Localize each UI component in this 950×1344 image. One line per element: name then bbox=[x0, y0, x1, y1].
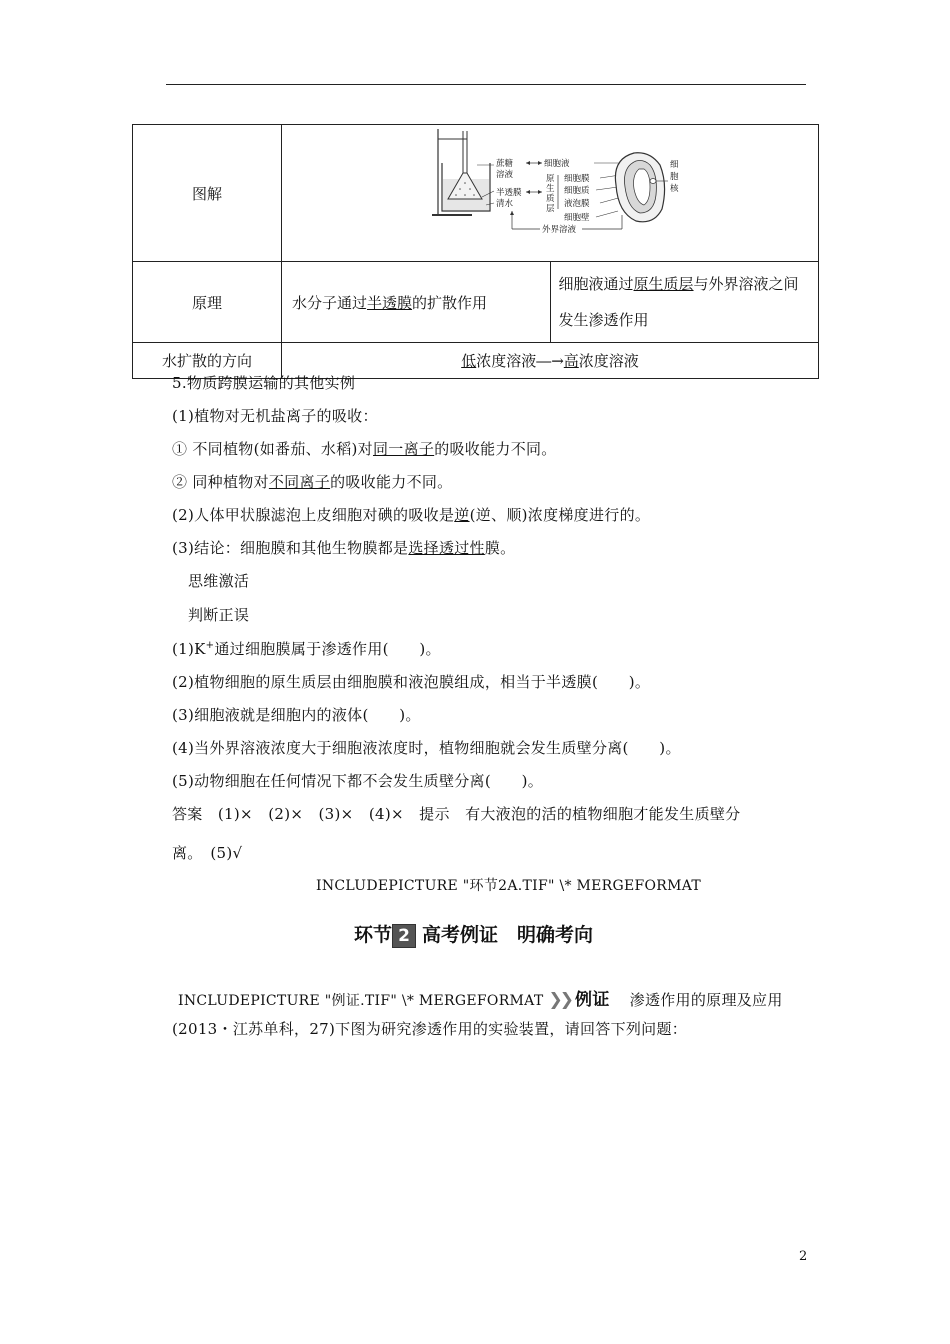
header-rule bbox=[166, 84, 806, 85]
label-protoplast-2: 生 bbox=[546, 184, 555, 194]
section-number-badge: 2 bbox=[392, 924, 416, 948]
table-row-principle bbox=[133, 262, 819, 343]
label-nucleus-3: 核 bbox=[670, 184, 679, 194]
section-5-title: 5.物质跨膜运输的其他实例 bbox=[172, 374, 356, 392]
label-cytoplasm: 细胞质 bbox=[564, 186, 590, 196]
comparison-table bbox=[132, 124, 819, 379]
item-1-point-1 bbox=[172, 438, 557, 459]
point-1-post: 的吸收能力不同。 bbox=[434, 440, 557, 458]
judge-heading: 判断正误 bbox=[188, 606, 250, 624]
example-line bbox=[178, 985, 783, 1010]
item-3-pre: (3)结论：细胞膜和其他生物膜都是 bbox=[172, 539, 409, 557]
question-1-pre: (1)K bbox=[172, 640, 206, 658]
label-protoplast-1: 原 bbox=[546, 174, 555, 184]
question-4: (4)当外界溶液浓度大于细胞液浓度时，植物细胞就会发生质壁分离( )。 bbox=[172, 739, 681, 757]
diagram-cell bbox=[282, 125, 819, 262]
label-nucleus-2: 胞 bbox=[670, 172, 679, 182]
question-2: (2)植物细胞的原生质层由细胞膜和液泡膜组成，相当于半透膜( )。 bbox=[172, 673, 651, 691]
point-1-underlined: 同一离子 bbox=[372, 440, 435, 458]
principle-left-underlined: 半透膜 bbox=[367, 293, 413, 312]
section-heading-pre: 环节 bbox=[354, 924, 393, 946]
item-1-heading: (1)植物对无机盐离子的吸收： bbox=[172, 407, 378, 425]
table-row-diagram bbox=[133, 125, 819, 262]
label-vacuole-membrane: 液泡膜 bbox=[564, 199, 590, 209]
answer-line-1: 答案 (1)× (2)× (3)× (4)× 提示 有大液泡的活的植物细胞才能发生质壁分 bbox=[172, 805, 741, 823]
direction-post: 浓度溶液 bbox=[578, 352, 639, 370]
include-picture-1: INCLUDEPICTURE "环节2A.TIF" \* MERGEFORMAT bbox=[316, 878, 702, 894]
label-cell-sap: 细胞液 bbox=[544, 159, 570, 169]
direction-cell bbox=[282, 343, 819, 379]
principle-right-post: 与外界溶液之间发生渗透作用 bbox=[558, 275, 799, 329]
item-2-pre: (2)人体甲状腺滤泡上皮细胞对碘的吸收是 bbox=[172, 506, 455, 524]
osmosis-diagram bbox=[282, 125, 822, 261]
label-nucleus-1: 细 bbox=[670, 160, 679, 170]
point-2-pre: ② 同种植物对 bbox=[172, 473, 269, 491]
row-label-direction: 水扩散的方向 bbox=[133, 343, 282, 379]
point-1-pre: ① 不同植物(如番茄、水稻)对 bbox=[172, 440, 373, 458]
direction-low: 低 bbox=[461, 352, 477, 370]
item-1-point-2 bbox=[172, 471, 452, 492]
principle-right-pre: 细胞液通过 bbox=[558, 275, 634, 293]
page-number: 2 bbox=[799, 1249, 808, 1264]
label-semi-membrane: 半透膜 bbox=[496, 188, 522, 198]
principle-left-pre: 水分子通过 bbox=[292, 293, 368, 312]
answer-line-2: 离。 (5)√ bbox=[172, 844, 243, 862]
section-heading-title: 高考例证 明确考向 bbox=[422, 924, 594, 946]
point-2-underlined: 不同离子 bbox=[268, 473, 331, 491]
label-clear-water: 清水 bbox=[496, 199, 514, 209]
item-3-underlined: 选择透过性 bbox=[408, 539, 485, 557]
example-tag: 例证 bbox=[575, 990, 610, 1010]
question-5: (5)动物细胞在任何情况下都不会发生质壁分离( )。 bbox=[172, 772, 544, 790]
direction-mid: 浓度溶液―→ bbox=[476, 352, 564, 370]
question-3: (3)细胞液就是细胞内的液体( )。 bbox=[172, 706, 421, 724]
direction-high: 高 bbox=[563, 352, 579, 370]
item-2 bbox=[172, 504, 650, 525]
point-2-post: 的吸收能力不同。 bbox=[330, 473, 453, 491]
item-3 bbox=[172, 537, 515, 558]
double-chevron-icon: ❯❯ bbox=[548, 990, 572, 1010]
principle-left-post: 的扩散作用 bbox=[412, 293, 488, 312]
item-2-post: (逆、顺)浓度梯度进行的。 bbox=[469, 506, 651, 524]
label-sugar: 蔗糖 bbox=[496, 159, 514, 169]
question-1 bbox=[172, 638, 441, 659]
row-label-diagram: 图解 bbox=[133, 125, 282, 262]
section-heading bbox=[354, 920, 593, 948]
item-3-post: 膜。 bbox=[484, 539, 516, 557]
example-topic: 渗透作用的原理及应用 bbox=[629, 991, 783, 1009]
label-protoplast-4: 层 bbox=[546, 204, 555, 214]
label-solution: 溶液 bbox=[496, 170, 514, 180]
item-2-underlined: 逆 bbox=[454, 506, 470, 524]
example-question: (2013・江苏单科，27)下图为研究渗透作用的实验装置，请回答下列问题： bbox=[172, 1020, 688, 1038]
include-picture-2: INCLUDEPICTURE "例证.TIF" \* MERGEFORMAT bbox=[178, 993, 544, 1009]
label-cell-wall: 细胞壁 bbox=[564, 213, 590, 223]
label-external-solution: 外界溶液 bbox=[542, 225, 577, 235]
row-label-principle: 原理 bbox=[133, 262, 282, 343]
label-protoplast-3: 质 bbox=[546, 194, 555, 204]
question-1-sup: + bbox=[205, 640, 215, 651]
principle-left bbox=[282, 262, 551, 343]
label-cell-membrane: 细胞膜 bbox=[564, 174, 590, 184]
principle-right-underlined: 原生质层 bbox=[633, 275, 694, 293]
question-1-post: 通过细胞膜属于渗透作用( )。 bbox=[214, 640, 441, 658]
thinking-heading: 思维激活 bbox=[188, 572, 250, 590]
principle-right bbox=[550, 262, 819, 343]
